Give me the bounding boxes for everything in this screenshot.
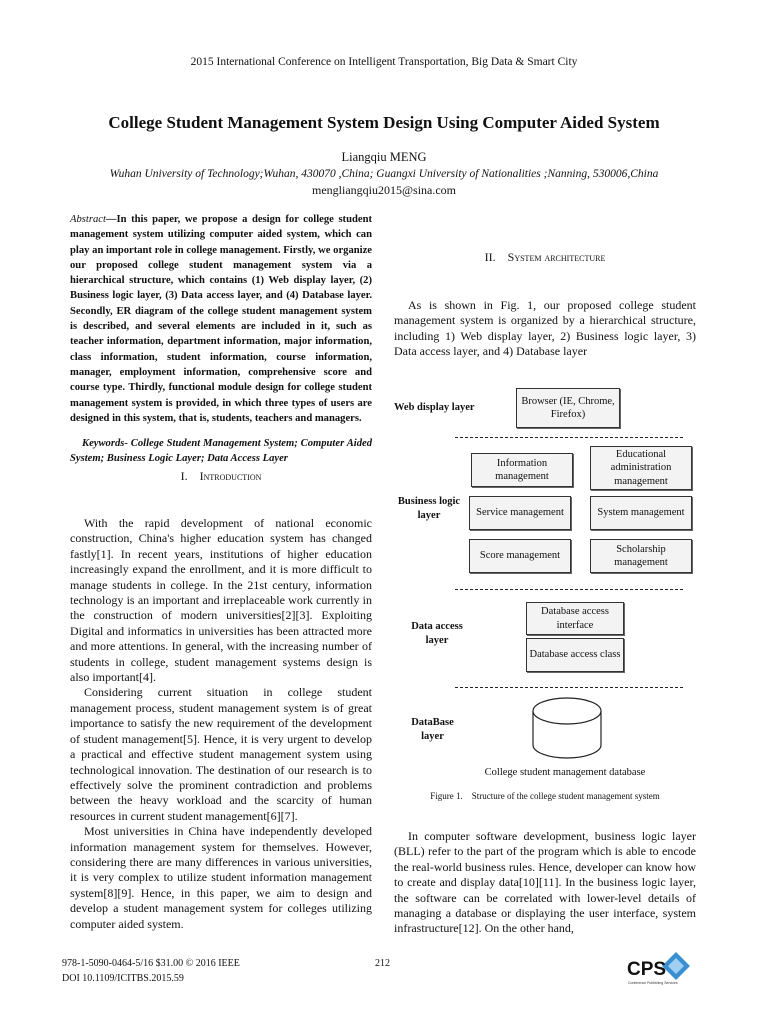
email: mengliangqiu2015@sina.com <box>311 183 457 197</box>
section-heading-architecture <box>394 250 696 265</box>
paper-title: College Student Management System Design Using Computer Aided System <box>108 113 660 132</box>
cps-logo <box>626 950 692 990</box>
conference-header: 2015 International Conference on Intelligent Transportation, Big Data & Smart City <box>190 56 578 68</box>
page-number: 212 <box>375 958 390 969</box>
layer-divider <box>455 589 683 590</box>
section-heading-introduction <box>70 469 372 484</box>
module-system: System management <box>590 496 692 530</box>
keywords: Keywords- College Student Management System; Computer Aided System; Business Logic Layer; Data Access Layer <box>70 438 372 465</box>
module-service: Service management <box>469 496 571 530</box>
isbn: 978-1-5090-0464-5/16 $31.00 © 2016 IEEE <box>62 958 240 969</box>
layer-label-business: Business logic layer <box>397 496 461 521</box>
section-number: I. <box>180 469 188 483</box>
paragraph: In computer software development, business logic layer (BLL) refer to the part of the program which is able to encode the real-world business rules. Hence, developer can know how to create and display data[10][11]. In the business logic layer, the software can be correlated with lower-level details of managing a database or displaying the user interface, system infrastructure[12]. On the other hand, <box>394 829 696 936</box>
section-title: Introduction <box>199 469 262 483</box>
abstract <box>70 212 372 426</box>
architecture-paragraph <box>394 298 696 360</box>
module-educational: Educational administration management <box>590 446 692 490</box>
introduction-body <box>70 516 372 932</box>
section-number: II. <box>484 250 496 264</box>
bll-paragraph <box>394 829 696 937</box>
doi: DOI 10.1109/ICITBS.2015.59 <box>62 973 184 984</box>
database-label: College student management database <box>484 767 646 778</box>
paragraph: Most universities in China have independently developed information management system for themselves. However, considering there are many differences in various universities, it is very complex to utilize student information management system[8][9]. Hence, in this paper, we aim to design and develop a student management system for colleges utilizing computer aided system. <box>70 824 372 931</box>
author: Liangqiu MENG <box>341 150 427 164</box>
paragraph: Considering current situation in college student management process, student management system is of great importance to satisfy the new requirement of the development of student management[5]. Hence, it is very urgent to develop a practical and effective student management system using technological innovation. The destination of our research is to effectively solve the prominent contradiction and problems between the heavy workload and the scarcity of human resources in current student management[6][7]. <box>70 685 372 823</box>
abstract-label: Abstract <box>70 214 106 225</box>
layer-label-data-access: Data access layer <box>411 621 463 646</box>
svg-text:Conference Publishing Services: Conference Publishing Services <box>628 981 678 985</box>
footer-copyright <box>62 956 240 986</box>
affiliation: Wuhan University of Technology;Wuhan, 430070 ,China; Guangxi University of Nationalities ;Nanning, 530006,China <box>109 168 659 180</box>
layer-label-database: DataBase layer <box>411 717 454 742</box>
figure-caption: Figure 1. Structure of the college student management system <box>430 791 660 801</box>
layer-label-web: Web display layer <box>394 402 475 413</box>
database-cylinder-icon <box>531 695 603 761</box>
module-scholarship: Scholarship management <box>590 539 692 573</box>
db-access-interface: Database access interface <box>526 602 624 635</box>
abstract-text: —In this paper, we propose a design for college student management system utilizing computer aided system, which can play an important role in college management. Firstly, we organize our proposed college student management system via a hierarchical structure, which contains (1) Web display layer, (2) Business logic layer, (3) Data access layer, and (4) Database layer. Secondly, ER diagram of the college student management system is described, and several elements are included in it, such as teacher information, department information, major information, class information, student information, course information, manager, employment information, comprehensive score and course type. Thirdly, functional module design for college student management system is provided, in which three types of users are designed in this system, that is, students, teachers and managers. <box>70 214 372 424</box>
cps-logo-icon <box>626 950 692 990</box>
layer-divider <box>455 437 683 438</box>
module-score: Score management <box>469 539 571 573</box>
paragraph: As is shown in Fig. 1, our proposed college student management system is organized by a hierarchical structure, including 1) Web display layer, 2) Business logic layer, 3) Data access layer, and 4) Database layer <box>394 298 696 359</box>
db-access-class: Database access class <box>526 638 624 672</box>
module-information: Information management <box>471 453 573 487</box>
layer-divider <box>455 687 683 688</box>
browser-box: Browser (IE, Chrome, Firefox) <box>516 388 620 428</box>
svg-text:CPS: CPS <box>627 959 667 980</box>
paragraph: With the rapid development of national economic construction, China's higher education system has changed fastly[1]. In recent years, institutions of higher education increasingly expand the enrollment, and it is more difficult to manage students in college. In the 21st century, information technology is an important and irreplaceable work currently in the construction of modern universities[2][3]. Exploiting Digital and informatics in universities has been attracted more and more attentions. In general, with the increasing number of students in college, student management systems design is also important[4]. <box>70 516 372 685</box>
section-title: System architecture <box>507 250 606 264</box>
